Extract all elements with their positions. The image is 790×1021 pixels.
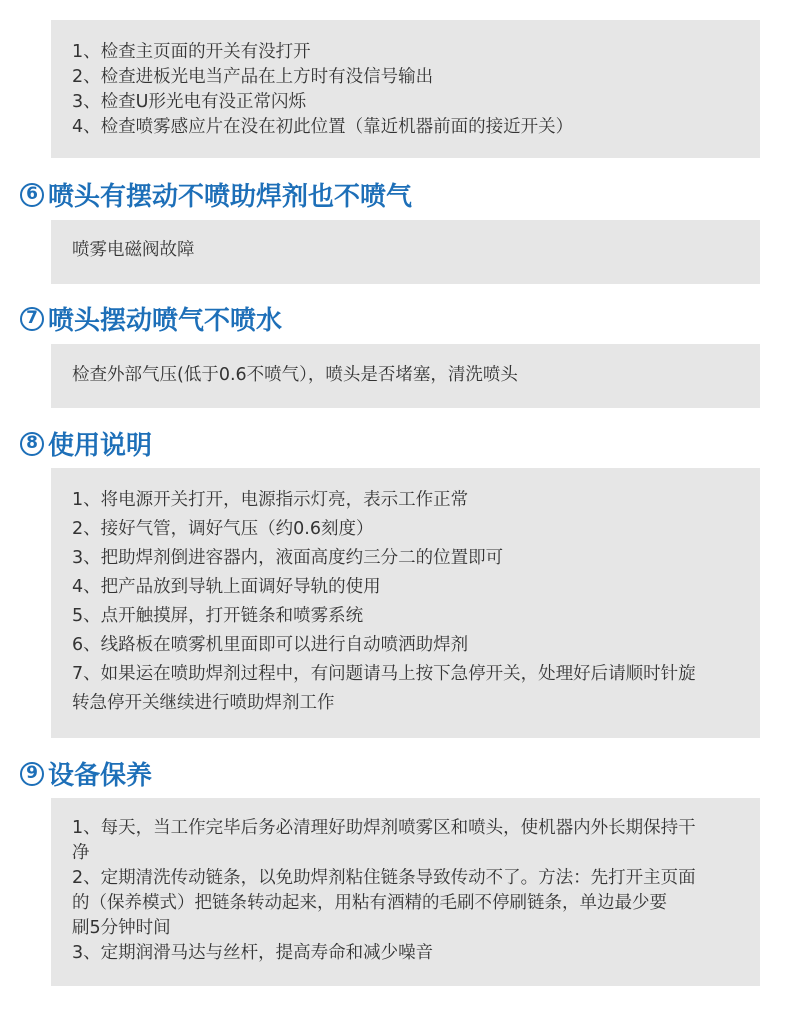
- section-9-box: [51, 798, 760, 986]
- section-8-title: 使用说明: [48, 431, 153, 461]
- section-9-heading: [20, 755, 152, 792]
- section-6-box: [51, 220, 760, 284]
- circled-number-6: 6: [20, 183, 44, 207]
- list-item: 4、检查喷雾感应片在没在初此位置（靠近机器前面的接近开关）: [72, 117, 574, 137]
- list-item: 净: [72, 843, 90, 863]
- section-7-box: [51, 344, 760, 408]
- list-item: 2、定期清洗传动链条，以免助焊剂粘住链条导致传动不了。方法：先打开主页面: [72, 868, 696, 888]
- circled-number-9: 9: [20, 762, 44, 786]
- list-item: 2、接好气管，调好气压（约0.6刻度）: [72, 519, 374, 539]
- list-item: 1、检查主页面的开关有没打开: [72, 42, 311, 62]
- list-item: 转急停开关继续进行喷助焊剂工作: [72, 693, 335, 713]
- list-item: 1、将电源开关打开，电源指示灯亮，表示工作正常: [72, 490, 469, 510]
- list-item: 2、检查进板光电当产品在上方时有没信号输出: [72, 67, 434, 87]
- section-7-heading: [20, 300, 282, 337]
- section-6-title: 喷头有摆动不喷助焊剂也不喷气: [48, 182, 413, 212]
- list-item: 3、定期润滑马达与丝杆，提高寿命和减少噪音: [72, 943, 434, 963]
- list-item: 5、点开触摸屏，打开链条和喷雾系统: [72, 606, 364, 626]
- list-item: 3、把助焊剂倒进容器内，液面高度约三分二的位置即可: [72, 548, 504, 568]
- list-item: 6、线路板在喷雾机里面即可以进行自动喷洒助焊剂: [72, 635, 469, 655]
- list-item: 3、检查U形光电有没正常闪烁: [72, 92, 306, 112]
- section-8-heading: [20, 425, 152, 462]
- circled-number-8: 8: [20, 432, 44, 456]
- list-item: 7、如果运在喷助焊剂过程中，有问题请马上按下急停开关，处理好后请顺时针旋: [72, 664, 696, 684]
- section-1-box: [51, 20, 760, 158]
- section-7-title: 喷头摆动喷气不喷水: [48, 306, 283, 336]
- section-8-box: [51, 468, 760, 738]
- list-item: 检查外部气压(低于0.6不喷气），喷头是否堵塞，清洗喷头: [72, 365, 518, 385]
- list-item: 1、每天，当工作完毕后务必清理好助焊剂喷雾区和喷头，使机器内外长期保持干: [72, 818, 696, 838]
- list-item: 喷雾电磁阀故障: [72, 240, 195, 260]
- circled-number-7: 7: [20, 307, 44, 331]
- list-item: 刷5分钟时间: [72, 918, 171, 938]
- section-9-title: 设备保养: [48, 761, 153, 791]
- list-item: 4、把产品放到导轨上面调好导轨的使用: [72, 577, 381, 597]
- list-item: 的（保养模式）把链条转动起来，用粘有酒精的毛刷不停刷链条，单边最少要: [72, 893, 667, 913]
- section-6-heading: [20, 176, 412, 213]
